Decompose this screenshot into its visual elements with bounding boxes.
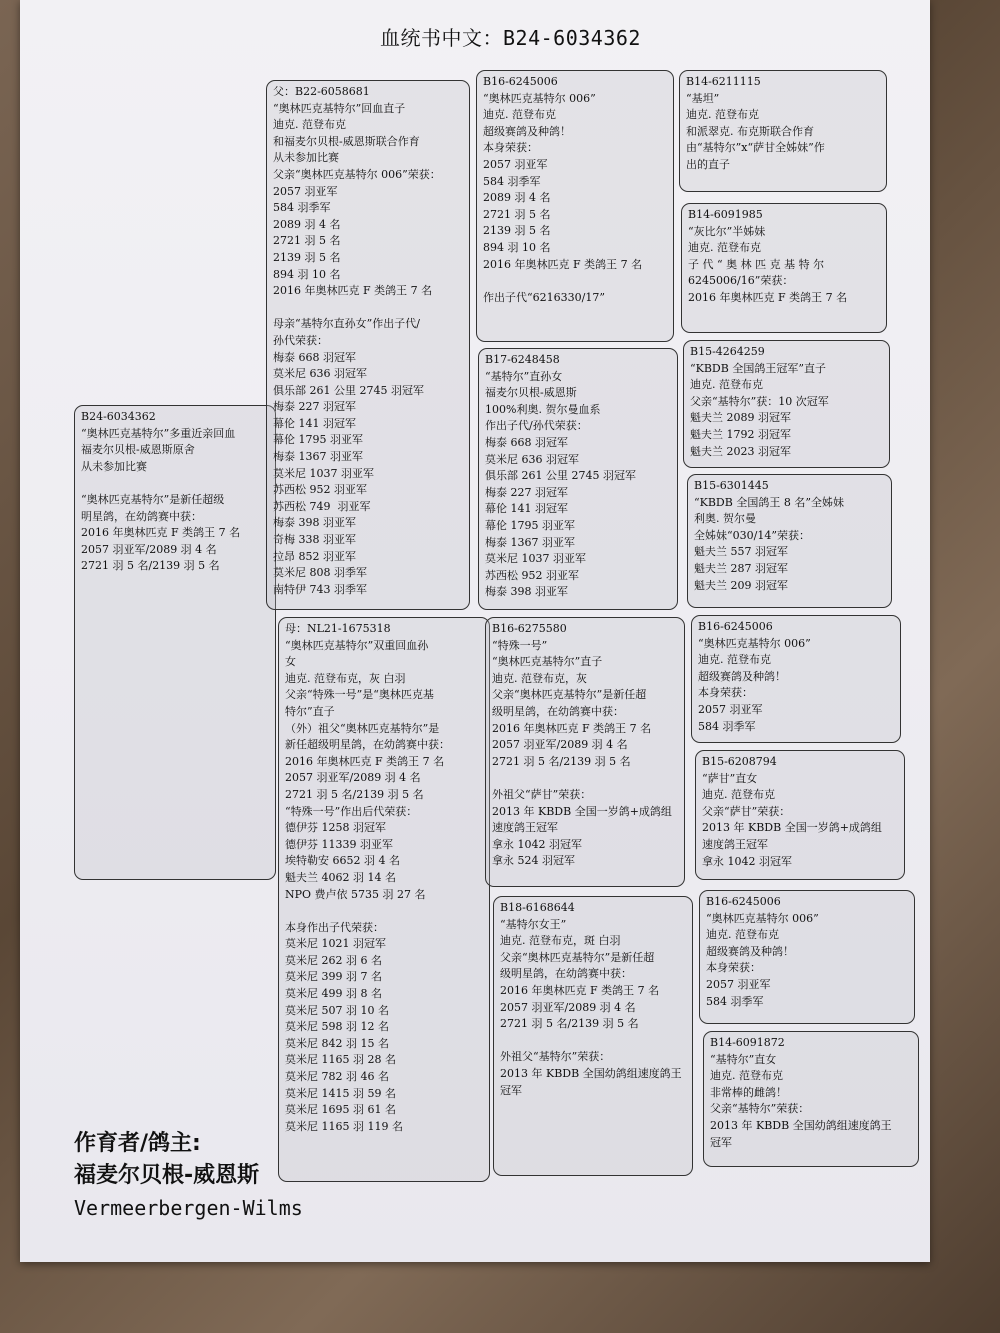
maternal-grandsire-card <box>485 617 685 887</box>
card-line: 2016 年奥林匹克 F 类鸽王 7 名 <box>273 284 433 298</box>
card-line: 2016 年奥林匹克 F 类鸽王 7 名 <box>81 526 241 540</box>
card-line: 2139 羽 5 名 <box>483 224 551 238</box>
card-line: 迪克. 范登布克 <box>690 378 763 392</box>
card-line: B18-6168644 <box>500 901 575 914</box>
card-line: 母亲“基特尔直孙女”作出子代/ <box>273 317 420 331</box>
card-line: 父亲“奥林匹克基特尔”是新任超 <box>492 688 647 702</box>
sire-card <box>266 80 470 610</box>
card-line: “奥林匹克基特尔”直子 <box>492 655 603 669</box>
card-line: 2721 羽 5 名/2139 羽 5 名 <box>492 754 631 768</box>
card-line: 2721 羽 5 名/2139 羽 5 名 <box>500 1017 639 1031</box>
card-line: 超级赛鸽及种鸽！ <box>698 669 786 683</box>
card-line: 奇梅 338 羽亚军 <box>273 533 356 547</box>
card-line: 速度鸽王冠军 <box>492 821 558 835</box>
card-line: 幕伦 141 羽冠军 <box>273 416 356 430</box>
card-line: 2089 羽 4 名 <box>483 191 551 205</box>
paternal-grandsire-card <box>476 70 674 342</box>
card-line: 2016 年奥林匹克 F 类鸽王 7 名 <box>483 257 643 271</box>
card-line: 拿永 1042 羽冠军 <box>492 837 582 851</box>
card-line: 梅泰 398 羽亚军 <box>485 585 568 599</box>
card-line: 莫米尼 499 羽 8 名 <box>285 987 382 1001</box>
card-line: 2057 羽亚军 <box>483 157 548 171</box>
card-line: 2057 羽亚军 <box>273 184 338 198</box>
great-granddam-card-3 <box>695 750 905 880</box>
card-line: （外）祖父“奥林匹克基特尔”是 <box>285 721 440 735</box>
card-line: 冠军 <box>500 1083 522 1097</box>
card-line: 本身荣获： <box>483 141 538 155</box>
card-line: 和福麦尔贝根-威恩斯联合作育 <box>273 134 420 148</box>
card-line: 迪克. 范登布克 <box>686 108 759 122</box>
card-line: 894 羽 10 名 <box>483 240 551 254</box>
card-line: 魁夫兰 4062 羽 14 名 <box>285 870 396 884</box>
card-line: “奥林匹克基特尔”回血直子 <box>273 101 406 115</box>
card-line: 南特伊 743 羽季军 <box>273 582 367 596</box>
card-line: B16-6245006 <box>706 895 781 908</box>
card-line: 2013 年 KBDB 全国一岁鸽+成鸽组 <box>492 804 672 818</box>
card-line: 莫米尼 598 羽 12 名 <box>285 1020 389 1034</box>
card-line: 894 羽 10 名 <box>273 267 341 281</box>
card-line: 苏西松 952 羽亚军 <box>273 483 367 497</box>
card-line: 2013 年 KBDB 全国幼鸽组速度鸽王 <box>710 1118 892 1132</box>
card-line: 父亲“特殊一号”是“奥林匹克基 <box>285 688 434 702</box>
card-line: 2721 羽 5 名/2139 羽 5 名 <box>285 787 424 801</box>
card-line: “奥林匹克基特尔”多重近亲回血 <box>81 426 236 440</box>
card-line: B16-6245006 <box>483 75 558 88</box>
card-line: 2089 羽 4 名 <box>273 217 341 231</box>
great-grandsire-card-1 <box>679 70 887 192</box>
card-line: 莫米尼 399 羽 7 名 <box>285 970 382 984</box>
card-line: 迪克. 范登布克 <box>483 108 556 122</box>
card-line: 584 羽季军 <box>273 201 331 215</box>
card-line: 2139 羽 5 名 <box>273 250 341 264</box>
card-line: 梅泰 668 羽冠军 <box>273 350 356 364</box>
card-line: 拉昂 852 羽亚军 <box>273 549 356 563</box>
card-line: “基特尔女王” <box>500 917 567 931</box>
card-line: 迪克. 范登布克 <box>273 118 346 132</box>
card-line: 莫米尼 808 羽季军 <box>273 566 367 580</box>
maternal-granddam-card <box>493 896 693 1176</box>
paternal-granddam-card <box>478 348 678 610</box>
card-line: B14-6091985 <box>688 208 763 221</box>
card-line: 莫米尼 1021 羽冠军 <box>285 937 386 951</box>
card-line: 本身作出子代荣获： <box>285 920 384 934</box>
card-line: 魁夫兰 287 羽冠军 <box>694 561 788 575</box>
card-line <box>285 903 483 920</box>
card-line: “KBDB 全国鸽王冠军”直子 <box>690 361 826 375</box>
card-line: “KBDB 全国鸽王 8 名”全姊妹 <box>694 495 844 509</box>
card-line: 本身荣获： <box>706 961 761 975</box>
card-line: 父：B22-6058681 <box>273 85 370 98</box>
card-line: 由“基特尔”x“萨甘全姊妹”作 <box>686 141 825 155</box>
card-line: 2057 羽亚军/2089 羽 4 名 <box>500 1000 636 1014</box>
card-line: “奥林匹克基特尔”双重回血孙 <box>285 638 429 652</box>
card-line: 德伊芬 1258 羽冠军 <box>285 821 386 835</box>
card-line: 女 <box>285 655 296 669</box>
great-granddam-card-1 <box>681 203 887 333</box>
card-line: 外祖父“基特尔”荣获： <box>500 1050 611 1064</box>
card-line: 超级赛鸽及种鸽！ <box>706 944 794 958</box>
card-line: 孙代荣获： <box>273 333 328 347</box>
card-line: “奥林匹克基特尔 006” <box>483 91 596 105</box>
great-grandsire-card-4 <box>699 890 915 1024</box>
card-line: “奥林匹克基特尔 006” <box>706 911 819 925</box>
card-line: 父亲“奥林匹克基特尔 006”荣获： <box>273 167 441 181</box>
card-line: 苏西松 749 羽亚军 <box>273 499 371 513</box>
card-line: 非常棒的雌鸽！ <box>710 1085 787 1099</box>
card-line: “基特尔”直女 <box>710 1052 777 1066</box>
card-line: 明星鸽，在幼鸽赛中获： <box>81 509 202 523</box>
card-line: 2057 羽亚军/2089 羽 4 名 <box>285 771 421 785</box>
card-line: 莫米尼 1037 羽亚军 <box>273 466 374 480</box>
card-line <box>483 273 667 290</box>
card-line: 2016 年奥林匹克 F 类鸽王 7 名 <box>285 754 445 768</box>
card-line: 梅泰 227 羽冠军 <box>273 400 356 414</box>
card-line: 超级赛鸽及种鸽！ <box>483 124 571 138</box>
card-line: 父亲“萨甘”荣获： <box>702 804 791 818</box>
card-line: 6245006/16”荣获： <box>688 274 794 288</box>
card-line: 莫米尼 636 羽冠军 <box>273 367 367 381</box>
card-line: 子 代 “ 奥 林 匹 克 基 特 尔 <box>688 257 825 271</box>
card-line: 莫米尼 1037 羽亚军 <box>485 552 586 566</box>
subject-card <box>74 405 276 880</box>
card-line: 父亲“奥林匹克基特尔”是新任超 <box>500 950 655 964</box>
card-line: 迪克. 范登布克 <box>698 653 771 667</box>
great-grandsire-card-3 <box>691 615 901 743</box>
card-line: 迪克. 范登布克 <box>702 788 775 802</box>
card-line: 梅泰 227 羽冠军 <box>485 485 568 499</box>
card-line: 苏西松 952 羽亚军 <box>485 568 579 582</box>
card-line: 俱乐部 261 公里 2745 羽冠军 <box>485 469 636 483</box>
card-line: 德伊芬 11339 羽亚军 <box>285 837 393 851</box>
card-line: 母：NL21-1675318 <box>285 622 391 635</box>
card-line: 584 羽季军 <box>706 994 764 1008</box>
card-line: 福麦尔贝根-威恩斯原舍 <box>81 443 195 457</box>
card-line: 2721 羽 5 名 <box>483 207 551 221</box>
card-line: 幕伦 1795 羽亚军 <box>485 518 575 532</box>
card-line: 莫米尼 782 羽 46 名 <box>285 1070 389 1084</box>
card-line: B24-6034362 <box>81 410 156 423</box>
card-line: 迪克. 范登布克 <box>706 928 779 942</box>
card-line: “基特尔”直孙女 <box>485 369 563 383</box>
card-line: 幕伦 141 羽冠军 <box>485 502 568 516</box>
card-line: 新任超级明星鸽，在幼鸽赛中获： <box>285 738 450 752</box>
card-line: “特殊一号”作出后代荣获： <box>285 804 418 818</box>
card-line: 莫米尼 1415 羽 59 名 <box>285 1086 396 1100</box>
card-line: 迪克. 范登布克 <box>710 1069 783 1083</box>
card-line <box>273 300 463 317</box>
card-line: 2057 羽亚军/2089 羽 4 名 <box>81 542 217 556</box>
card-line: 梅泰 398 羽亚军 <box>273 516 356 530</box>
card-line: 幕伦 1795 羽亚军 <box>273 433 363 447</box>
card-line: 拿永 1042 羽冠军 <box>702 854 792 868</box>
card-line: “奥林匹克基特尔 006” <box>698 636 811 650</box>
card-line: 拿永 524 羽冠军 <box>492 854 575 868</box>
card-line: 莫米尼 507 羽 10 名 <box>285 1003 389 1017</box>
card-line: 迪克. 范登布克，灰 <box>492 671 587 685</box>
card-line: 从未参加比赛 <box>81 459 147 473</box>
card-line: B17-6248458 <box>485 353 560 366</box>
card-line: NPO 费卢依 5735 羽 27 名 <box>285 887 426 901</box>
card-line: “基坦” <box>686 91 720 105</box>
card-line: 冠军 <box>710 1135 732 1149</box>
card-line: 埃特勒安 6652 羽 4 名 <box>285 854 400 868</box>
card-line: 魁夫兰 1792 羽冠军 <box>690 427 791 441</box>
card-line: 2721 羽 5 名/2139 羽 5 名 <box>81 559 220 573</box>
card-line: 外祖父“萨甘”荣获： <box>492 787 592 801</box>
card-line: 本身荣获： <box>698 686 753 700</box>
card-line: 2057 羽亚军 <box>698 702 763 716</box>
great-grandsire-card-2 <box>683 340 890 468</box>
card-line: 梅泰 1367 羽亚军 <box>273 450 363 464</box>
card-line: 出的直子 <box>686 157 730 171</box>
card-line: 魁夫兰 2023 羽冠军 <box>690 444 791 458</box>
card-line: 莫米尼 842 羽 15 名 <box>285 1036 389 1050</box>
card-line: 莫米尼 1695 羽 61 名 <box>285 1103 396 1117</box>
card-line: 全姊妹“030/14”荣获： <box>694 528 810 542</box>
card-line: 迪克. 范登布克，斑 白羽 <box>500 934 621 948</box>
page-title: 血统书中文：B24-6034362 <box>380 26 641 50</box>
breeder-block <box>74 1128 303 1224</box>
card-line: B14-6211115 <box>686 75 761 88</box>
card-line: 2016 年奥林匹克 F 类鸽王 7 名 <box>492 721 652 735</box>
card-line: “特殊一号” <box>492 638 548 652</box>
card-line <box>500 1033 686 1050</box>
card-line: B15-6301445 <box>694 479 769 492</box>
card-line: 作出子代“6216330/17” <box>483 290 605 304</box>
card-line: 584 羽季军 <box>698 719 756 733</box>
card-line: 魁夫兰 557 羽冠军 <box>694 545 788 559</box>
card-line: 584 羽季军 <box>483 174 541 188</box>
card-line: 2016 年奥林匹克 F 类鸽王 7 名 <box>500 983 660 997</box>
breeder-label: 作育者/鸽主: <box>74 1131 201 1156</box>
great-granddam-card-4 <box>703 1031 919 1167</box>
card-line: 2016 年奥林匹克 F 类鸽王 7 名 <box>688 290 848 304</box>
card-line: “奥林匹克基特尔”是新任超级 <box>81 492 225 506</box>
card-line <box>81 475 269 492</box>
card-line: 魁夫兰 209 羽冠军 <box>694 578 788 592</box>
dam-card <box>278 617 490 1182</box>
card-line: 莫米尼 1165 羽 119 名 <box>285 1119 403 1133</box>
card-line: “萨甘”直女 <box>702 771 758 785</box>
breeder-name-cn: 福麦尔贝根-威恩斯 <box>74 1163 260 1188</box>
card-line: 父亲“基特尔”获：10 次冠军 <box>690 394 829 408</box>
card-line: 2013 年 KBDB 全国一岁鸽+成鸽组 <box>702 821 882 835</box>
card-line: 特尔”直子 <box>285 704 335 718</box>
card-line: 父亲“基特尔”荣获： <box>710 1102 810 1116</box>
card-line: B16-6245006 <box>698 620 773 633</box>
card-line: B16-6275580 <box>492 622 567 635</box>
card-line: 从未参加比赛 <box>273 151 339 165</box>
card-line: B14-6091872 <box>710 1036 785 1049</box>
breeder-name-en: Vermeerbergen-Wilms <box>74 1196 303 1220</box>
card-line: 作出子代/孙代荣获： <box>485 419 588 433</box>
great-granddam-card-2 <box>687 474 892 608</box>
card-line: 级明星鸽，在幼鸽赛中获： <box>492 704 624 718</box>
card-line: 迪克. 范登布克 <box>688 241 761 255</box>
card-line: 迪克. 范登布克，灰 白羽 <box>285 671 406 685</box>
card-line: “灰比尔”半姊妹 <box>688 224 766 238</box>
card-line: 100%利奥. 贺尔曼血系 <box>485 402 601 416</box>
card-line: 2721 羽 5 名 <box>273 234 341 248</box>
card-line: 速度鸽王冠军 <box>702 837 768 851</box>
card-line: 莫米尼 636 羽冠军 <box>485 452 579 466</box>
card-line <box>492 770 678 787</box>
card-line: 梅泰 1367 羽亚军 <box>485 535 575 549</box>
card-line: 莫米尼 1165 羽 28 名 <box>285 1053 396 1067</box>
card-line: B15-6208794 <box>702 755 777 768</box>
card-line: 梅泰 668 羽冠军 <box>485 435 568 449</box>
card-line: 魁夫兰 2089 羽冠军 <box>690 411 791 425</box>
card-line: 俱乐部 261 公里 2745 羽冠军 <box>273 383 424 397</box>
card-line: 2013 年 KBDB 全国幼鸽组速度鸽王 <box>500 1066 682 1080</box>
card-line: 2057 羽亚军 <box>706 977 771 991</box>
card-line: B15-4264259 <box>690 345 765 358</box>
card-line: 2057 羽亚军/2089 羽 4 名 <box>492 738 628 752</box>
card-line: 利奥. 贺尔曼 <box>694 512 756 526</box>
card-line: 福麦尔贝根-威恩斯 <box>485 386 577 400</box>
card-line: 莫米尼 262 羽 6 名 <box>285 953 382 967</box>
card-line: 和派翠克. 布克斯联合作育 <box>686 124 814 138</box>
card-line: 级明星鸽，在幼鸽赛中获： <box>500 967 632 981</box>
